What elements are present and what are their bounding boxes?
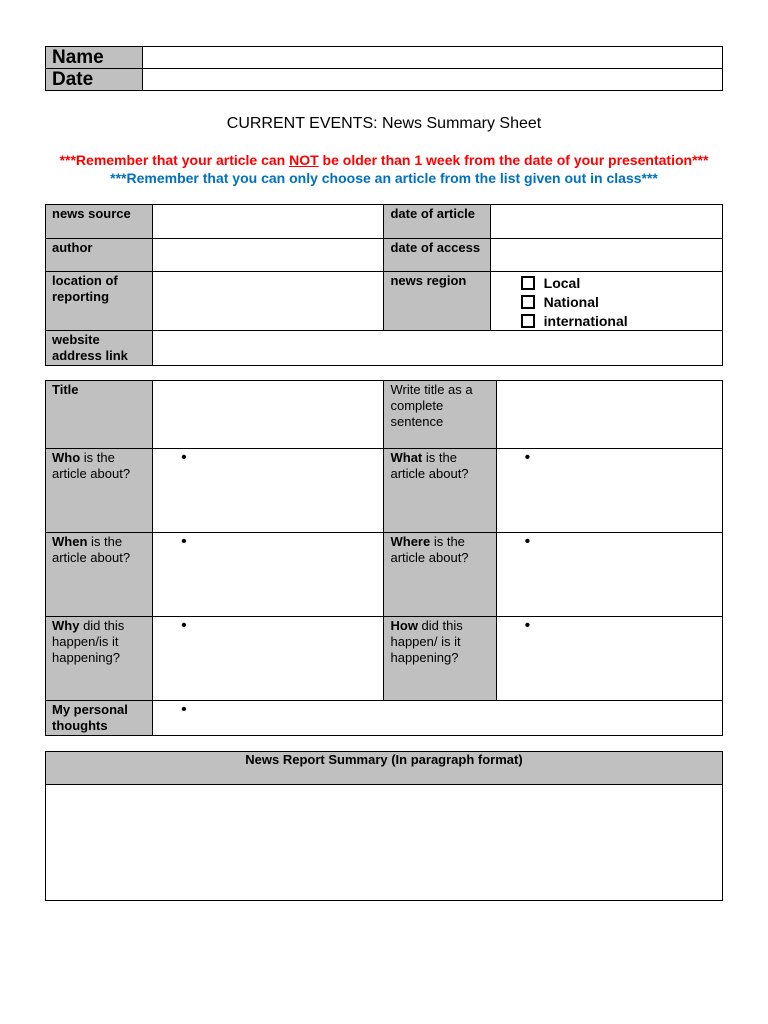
news-region-options [490,272,722,331]
author-label: author [46,239,153,272]
name-label: Name [46,47,143,69]
bullet: • [181,701,187,718]
what-label: What is the article about? [384,449,496,533]
region-option-international[interactable]: international [521,311,722,330]
news-source-label: news source [46,205,153,239]
bullet: • [181,449,187,466]
why-label: Why did this happen/is it happening? [46,617,153,701]
thoughts-field[interactable] [153,701,723,736]
date-of-access-label: date of access [384,239,490,272]
who-field[interactable] [153,449,384,533]
bullet: • [181,617,187,634]
title-sentence-field[interactable] [496,381,722,449]
date-field[interactable] [143,69,723,91]
what-field[interactable] [496,449,722,533]
checkbox-icon[interactable] [521,295,535,309]
article-info-table [45,204,723,366]
title-instruction: Write title as a complete sentence [384,381,496,449]
bullet: • [524,449,531,466]
website-field[interactable] [153,331,723,366]
news-region-label: news region [384,272,490,331]
checkbox-icon[interactable] [521,276,535,290]
questions-table [45,380,723,736]
date-of-article-field[interactable] [490,205,722,239]
name-field[interactable] [143,47,723,69]
author-field[interactable] [153,239,384,272]
location-label: location of reporting [46,272,153,331]
summary-heading: News Report Summary (In paragraph format) [46,752,723,785]
bullet: • [524,617,531,634]
reminder-list: ***Remember that you can only choose an article from the list given out in class*** [110,170,658,186]
title-label: Title [46,381,153,449]
website-label: website address link [46,331,153,366]
title-field[interactable] [153,381,384,449]
summary-table [45,751,723,901]
region-option-local[interactable]: Local [521,273,722,292]
region-option-national[interactable]: National [521,292,722,311]
bullet: • [181,533,187,550]
how-field[interactable] [496,617,722,701]
news-source-field[interactable] [153,205,384,239]
who-label: Who is the article about? [46,449,153,533]
why-field[interactable] [153,617,384,701]
location-field[interactable] [153,272,384,331]
summary-field[interactable] [46,785,723,901]
reminder-emphasis: NOT [289,152,319,168]
where-field[interactable] [496,533,722,617]
date-of-article-label: date of article [384,205,490,239]
thoughts-label: My personal thoughts [46,701,153,736]
how-label: How did this happen/ is it happening? [384,617,496,701]
when-label: When is the article about? [46,533,153,617]
date-label: Date [46,69,143,91]
bullet: • [524,533,531,550]
reminder-age: ***Remember that your article can NOT be older than 1 week from the date of your presentation*** [59,152,709,168]
page-title: CURRENT EVENTS: News Summary Sheet [226,115,542,132]
date-of-access-field[interactable] [490,239,722,272]
where-label: Where is the article about? [384,533,496,617]
when-field[interactable] [153,533,384,617]
name-date-table [45,46,723,91]
checkbox-icon[interactable] [521,314,535,328]
